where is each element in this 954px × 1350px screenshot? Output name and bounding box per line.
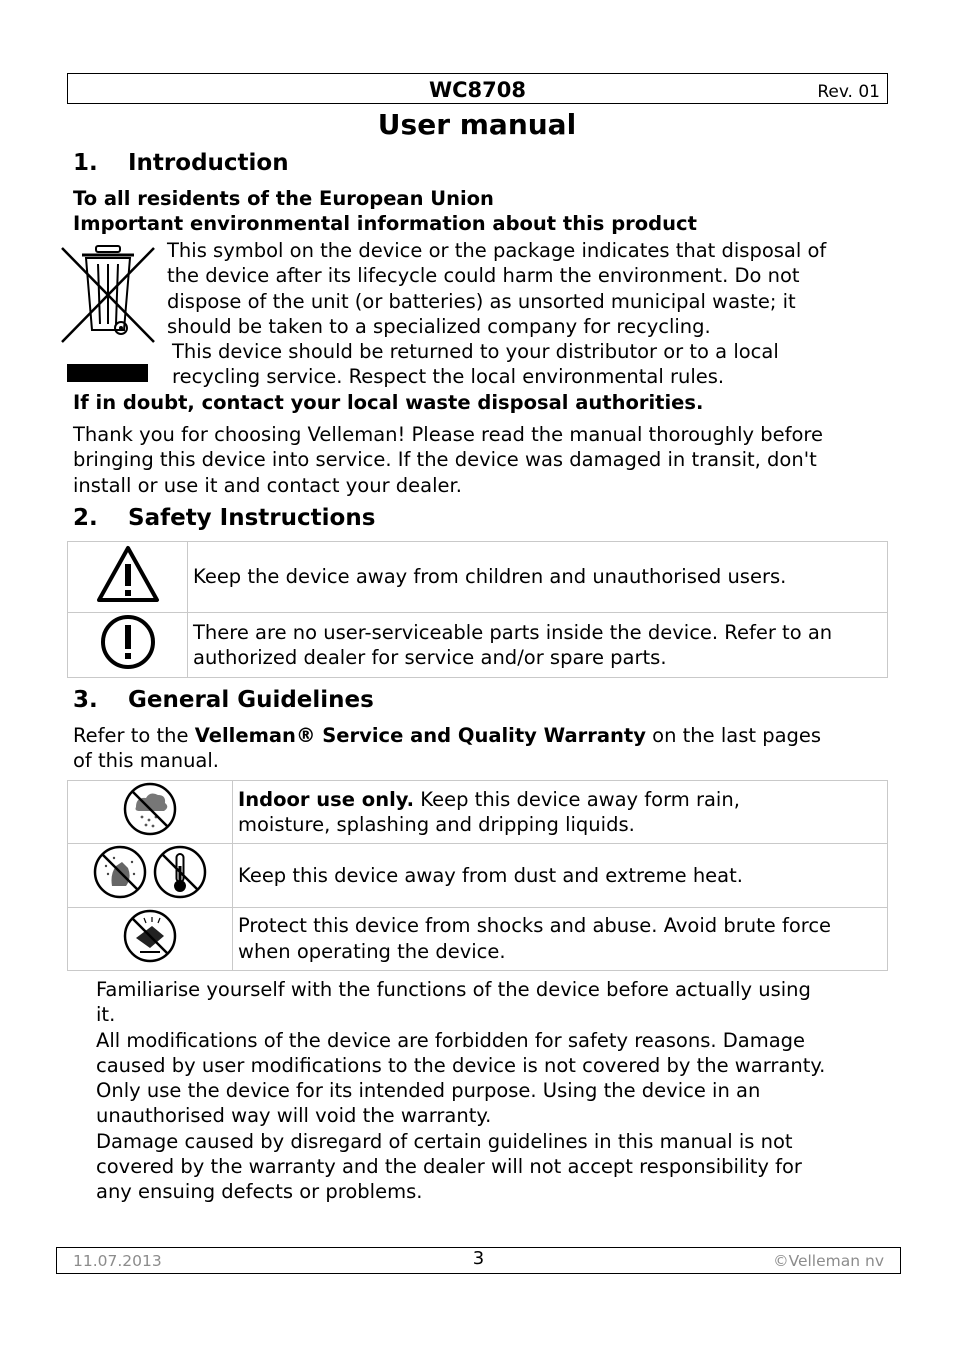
table-row	[68, 781, 888, 844]
return-paragraph	[172, 339, 779, 390]
icon-cell	[68, 781, 233, 844]
text-line: of this manual.	[73, 749, 220, 773]
text-cell: Keep the device away from children and unauthorised users.	[188, 542, 888, 613]
icon-cell	[68, 542, 188, 613]
section-title: General Guidelines	[128, 687, 374, 713]
text-line	[238, 787, 887, 812]
env-info-line: Important environmental information about this product	[73, 212, 697, 235]
list-item: unauthorised way will void the warranty.	[96, 1104, 492, 1128]
table-row	[68, 613, 888, 678]
text-line: This device should be returned to your distributor or to a local	[172, 340, 779, 363]
section-number: 3.	[73, 687, 98, 713]
section-heading-safety	[73, 505, 375, 531]
text-line: bringing this device into service. If the device was damaged in transit, don't	[73, 448, 817, 472]
text-line: Thank you for choosing Velleman! Please read the manual thoroughly before	[73, 423, 824, 446]
list-item: caused by user modifications to the device is not covered by the warranty.	[96, 1053, 826, 1077]
page-title: User manual	[377, 108, 577, 141]
no-heat-icon	[152, 844, 208, 900]
weee-bin-icon	[58, 242, 158, 384]
revision: Rev. 01	[817, 82, 880, 102]
list-item: Damage caused by disregard of certain guidelines in this manual is not	[96, 1129, 793, 1153]
section-title: Safety Instructions	[128, 505, 376, 531]
text-cell	[188, 613, 888, 678]
no-dust-icon	[92, 844, 148, 900]
text-fragment: Keep this device away form rain,	[414, 787, 740, 811]
text-line: install or use it and contact your dealer.	[73, 473, 462, 497]
exclamation-circle-icon	[99, 613, 157, 671]
text-line: Protect this device from shocks and abuse. Avoid brute force	[238, 914, 832, 938]
no-rain-icon	[122, 781, 178, 837]
section-heading-introduction	[73, 150, 289, 176]
list-item: All modifications of the device are forbidden for safety reasons. Damage	[96, 1028, 806, 1052]
text-line: authorized dealer for service and/or spare parts.	[193, 646, 667, 670]
text-cell: Keep this device away from dust and extreme heat.	[233, 844, 888, 907]
text-line: the device after its lifecycle could harm the environment. Do not	[167, 264, 800, 288]
table-row	[68, 542, 888, 613]
text-line: when operating the device.	[238, 939, 506, 963]
eu-residents-line: To all residents of the European Union	[73, 187, 494, 210]
text-line: This symbol on the device or the package indicates that disposal of	[167, 239, 827, 262]
warranty-paragraph	[73, 723, 821, 774]
text-line: recycling service. Respect the local environmental rules.	[172, 365, 725, 389]
section-number: 2.	[73, 505, 98, 531]
text-line: should be taken to a specialized company for recycling.	[167, 314, 711, 338]
thanks-paragraph	[73, 422, 823, 498]
text-line	[73, 723, 821, 748]
icon-cell	[68, 613, 188, 678]
text-line: There are no user-serviceable parts inside the device. Refer to an	[193, 620, 833, 644]
text-line: moisture, splashing and dripping liquids.	[238, 813, 635, 837]
header-box	[67, 73, 888, 104]
text-line: dispose of the unit (or batteries) as unsorted municipal waste; it	[167, 289, 796, 313]
section-heading-guidelines	[73, 687, 374, 713]
text-cell	[233, 781, 888, 844]
list-item: any ensuing defects or problems.	[96, 1180, 423, 1204]
icon-cell	[68, 907, 233, 970]
guidelines-table	[67, 780, 888, 971]
section-title: Introduction	[128, 150, 289, 176]
warning-triangle-icon	[95, 544, 161, 604]
footer-date: 11.07.2013	[73, 1252, 162, 1270]
list-item: covered by the warranty and the dealer will not accept responsibility for	[96, 1155, 802, 1179]
safety-table	[67, 541, 888, 678]
list-item: it.	[96, 1003, 116, 1027]
model-number: WC8708	[428, 78, 527, 102]
footer-copyright: ©Velleman nv	[773, 1252, 884, 1270]
text-fragment: on the last pages	[645, 724, 822, 747]
indoor-use-label: Indoor use only.	[238, 787, 415, 811]
text-fragment: Refer to the	[73, 724, 195, 747]
no-shock-icon	[122, 908, 178, 964]
list-item: Only use the device for its intended purpose. Using the device in an	[96, 1079, 761, 1103]
disposal-note: If in doubt, contact your local waste disposal authorities.	[73, 391, 704, 414]
footer-box	[56, 1247, 901, 1274]
warranty-reference: Velleman® Service and Quality Warranty	[194, 724, 646, 747]
text-cell	[233, 907, 888, 970]
guidelines-list	[96, 977, 825, 1205]
page-number: 3	[472, 1248, 485, 1269]
table-row	[68, 844, 888, 907]
section-number: 1.	[73, 150, 98, 176]
list-item: Familiarise yourself with the functions of the device before actually using	[96, 978, 811, 1001]
table-row	[68, 907, 888, 970]
icon-cell	[68, 844, 233, 907]
weee-paragraph	[167, 238, 826, 339]
